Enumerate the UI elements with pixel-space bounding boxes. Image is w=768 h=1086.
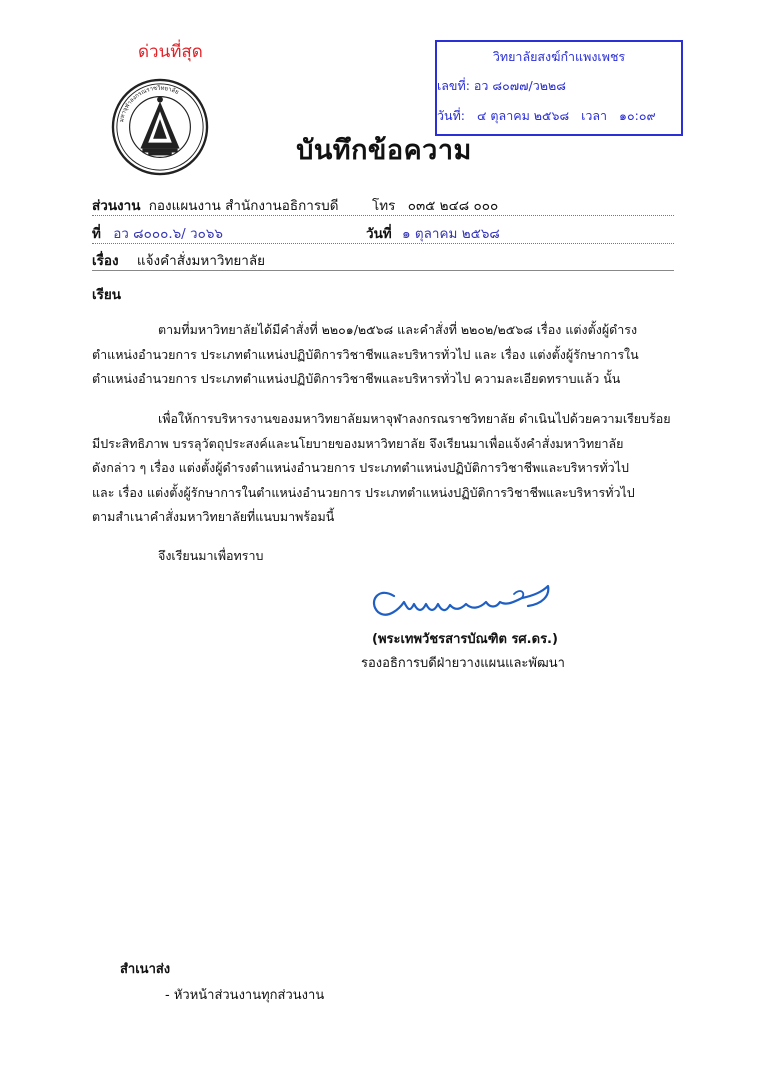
divider-line xyxy=(92,215,674,216)
paragraph-2-line: และ เรื่อง แต่งตั้งผู้รักษาการในตำแหน่งอำนวยการ ประเภทตำแหน่งปฏิบัติการวิชาชีพและบริหารทั่วไป xyxy=(92,485,635,500)
paragraph-2-line: ตามสำเนาคำสั่งมหาวิทยาลัยที่แนบมาพร้อมนี้ xyxy=(92,509,335,524)
divider-line xyxy=(92,243,674,244)
receipt-stamp xyxy=(435,40,683,136)
ref-label: ที่ xyxy=(92,226,101,242)
date-label: วันที่ xyxy=(366,226,392,242)
signer-name: (พระเทพวัชรสารบัณฑิต รศ.ดร.) xyxy=(372,632,558,647)
phone-value: ๐๓๕ ๒๔๘ ๐๐๐ xyxy=(407,198,499,214)
date-field xyxy=(366,222,500,244)
stamp-time-value: ๑๐:๐๙ xyxy=(619,108,656,123)
divider-line xyxy=(92,270,674,271)
stamp-number-row xyxy=(437,76,566,96)
subject-value: แจ้งคำสั่งมหาวิทยาลัย xyxy=(136,253,266,269)
stamp-time-label: เวลา xyxy=(581,108,608,123)
cc-label: สำเนาส่ง xyxy=(120,962,171,977)
paragraph-2-line: เพื่อให้การบริหารงานของมหาวิทยาลัยมหาจุฬาลงกรณราชวิทยาลัย ดำเนินไปด้วยความเรียบร้อย xyxy=(158,411,671,426)
stamp-number-label: เลขที่: xyxy=(437,78,470,93)
stamp-organization: วิทยาลัยสงฆ์กำแพงเพชร xyxy=(492,49,626,64)
urgency-label: ด่วนที่สุด xyxy=(138,42,203,62)
signer-position: รองอธิการบดีฝ่ายวางแผนและพัฒนา xyxy=(361,656,565,671)
cc-item: - หัวหน้าส่วนงานทุกส่วนงาน xyxy=(165,988,325,1003)
paragraph-2-line: มีประสิทธิภาพ บรรลุวัตถุประสงค์และนโยบายของมหาวิทยาลัย จึงเรียนมาเพื่อแจ้งคำสั่งมหาวิทยาลัย xyxy=(92,436,624,451)
paragraph-1-line: ตำแหน่งอำนวยการ ประเภทตำแหน่งปฏิบัติการวิชาชีพและบริหารทั่วไป และ เรื่อง แต่งตั้งผู้รักษาการใน xyxy=(92,347,639,362)
signature-icon xyxy=(364,572,574,628)
date-value: ๑ ตุลาคม ๒๕๖๘ xyxy=(402,226,500,242)
subject-label: เรื่อง xyxy=(92,253,119,269)
paragraph-1-line: ตามที่มหาวิทยาลัยได้มีคำสั่งที่ ๒๒๐๑/๒๕๖๘ และคำสั่งที่ ๒๒๐๒/๒๕๖๘ เรื่อง แต่งตั้งผู้ดำรง xyxy=(158,322,638,337)
stamp-date-value: ๔ ตุลาคม ๒๕๖๘ xyxy=(477,108,570,123)
stamp-date-label: วันที่: xyxy=(437,108,466,123)
dept-label: ส่วนงาน xyxy=(92,198,141,214)
subject-field xyxy=(92,249,265,271)
svg-text:มหาจุฬาลงกรณราชวิทยาลัย xyxy=(119,85,179,123)
phone-label: โทร xyxy=(372,198,396,214)
paragraph-2-line: ดังกล่าว ๆ เรื่อง แต่งตั้งผู้ดำรงตำแหน่งอำนวยการ ประเภทตำแหน่งปฏิบัติการวิชาชีพและบริหารทั่วไป xyxy=(92,460,629,475)
document-title: บันทึกข้อความ xyxy=(296,135,472,166)
seal-text: มหาจุฬาลงกรณราชวิทยาลัย xyxy=(119,85,180,123)
dept-value: กองแผนงาน สำนักงานอธิการบดี xyxy=(148,198,339,214)
dept-field xyxy=(92,194,338,216)
salutation: เรียน xyxy=(92,287,122,303)
closing-text: จึงเรียนมาเพื่อทราบ xyxy=(158,548,264,563)
phone-field xyxy=(372,194,498,216)
stamp-number-value: อว ๘๐๗๗/ว๒๒๘ xyxy=(473,78,566,93)
ref-field xyxy=(92,222,223,244)
ref-value: อว ๘๐๐๐.๖/ ว๐๖๖ xyxy=(113,226,223,242)
paragraph-1-line: ตำแหน่งอำนวยการ ประเภทตำแหน่งปฏิบัติการวิชาชีพและบริหารทั่วไป ความละเอียดทราบแล้ว นั้น xyxy=(92,371,621,386)
stamp-date-row xyxy=(437,106,656,126)
